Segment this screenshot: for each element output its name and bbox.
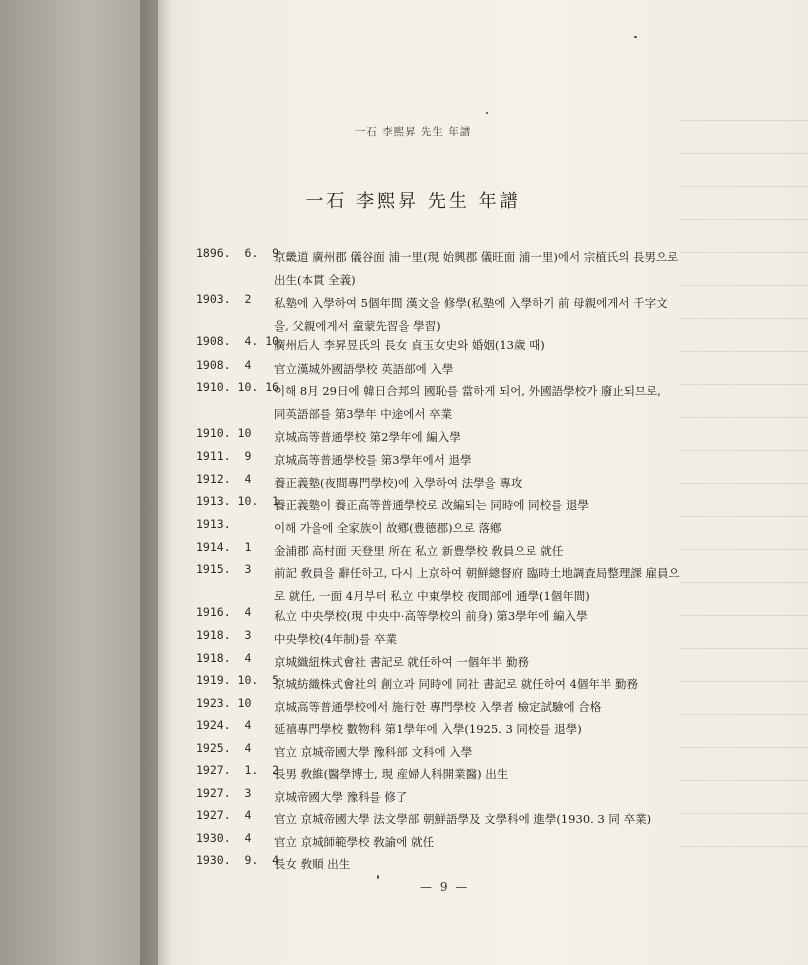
paper-speck bbox=[634, 36, 637, 38]
entry-line: 京城高等普通學校를 第3學年에서 退學 bbox=[274, 453, 472, 467]
entry-text bbox=[274, 334, 734, 357]
entry-date: 1903. 2 bbox=[196, 292, 252, 306]
paper-speck bbox=[377, 875, 379, 879]
entry-date: 1930. 4 bbox=[196, 831, 252, 845]
entry-line: 官立 京城師範學校 敎諭에 就任 bbox=[274, 835, 435, 849]
entry-date: 1918. 3 bbox=[196, 628, 252, 642]
entry-line: 私立 中央學校(現 中央中·高等學校의 前身) 第3學年에 編入學 bbox=[274, 609, 588, 623]
entry-text bbox=[274, 246, 734, 292]
entry-date: 1925. 4 bbox=[196, 741, 252, 755]
entry-line: 로 就任, 一面 4月부터 私立 中東學校 夜間部에 通學(1個年間) bbox=[274, 589, 590, 603]
running-header: 一石 李熙昇 先生 年譜 bbox=[354, 126, 472, 138]
entry-date: 1918. 4 bbox=[196, 651, 252, 665]
entry-text bbox=[274, 472, 734, 495]
entry-date: 1927. 3 bbox=[196, 786, 252, 800]
entry-date: 1914. 1 bbox=[196, 540, 252, 554]
entry-date: 1912. 4 bbox=[196, 472, 252, 486]
entry-date: 1927. 4 bbox=[196, 808, 252, 822]
entry-line: 이해 가을에 全家族이 故鄕(豊德郡)으로 落鄕 bbox=[274, 521, 502, 535]
entry-text bbox=[274, 380, 734, 426]
entry-line: 養正義塾이 養正高等普通學校로 改編되는 同時에 同校를 退學 bbox=[274, 498, 589, 512]
entry-text bbox=[274, 494, 734, 517]
entry-line: 을, 父親에게서 童蒙先習을 學習) bbox=[274, 319, 441, 333]
entry-text bbox=[274, 673, 734, 696]
entry-line: 前記 敎員을 辭任하고, 다시 上京하여 朝鮮總督府 臨時土地調査局整理課 雇員으 bbox=[274, 566, 680, 580]
entry-date: 1896. 6. 9 bbox=[196, 246, 280, 260]
entry-line: 出生(本貫 全義) bbox=[274, 273, 356, 287]
entry-date: 1911. 9 bbox=[196, 449, 252, 463]
entry-date: 1919. 10. 5 bbox=[196, 673, 280, 687]
entry-date: 1910. 10. 16 bbox=[196, 380, 280, 394]
entry-line: 金浦郡 高村面 天登里 所在 私立 新豊學校 敎員으로 就任 bbox=[274, 544, 564, 558]
entry-text bbox=[274, 763, 734, 786]
entry-date: 1910. 10 bbox=[196, 426, 252, 440]
entry-line: 이해 8月 29日에 韓日合邦의 國恥를 當하게 되어, 外國語學校가 廢止되므로, bbox=[274, 384, 661, 398]
entry-text bbox=[274, 786, 734, 809]
entry-date: 1913. 10. 1 bbox=[196, 494, 280, 508]
entry-text bbox=[274, 831, 734, 854]
entry-line: 京城高等普通學校 第2學年에 編入學 bbox=[274, 430, 461, 444]
entry-line: 京城織紐株式會社 書記로 就任하여 一個年半 勤務 bbox=[274, 655, 529, 669]
entry-text bbox=[274, 562, 734, 608]
entry-text bbox=[274, 426, 734, 449]
entry-text bbox=[274, 628, 734, 651]
entry-text bbox=[274, 853, 734, 876]
entry-line: 長女 敎順 出生 bbox=[274, 857, 351, 871]
book-edge bbox=[0, 0, 160, 965]
entry-date: 1927. 1. 2 bbox=[196, 763, 280, 777]
entry-text bbox=[274, 358, 734, 381]
entry-line: 同英語部를 第3學年 中途에서 卒業 bbox=[274, 407, 453, 421]
entry-date: 1916. 4 bbox=[196, 605, 252, 619]
entry-line: 京城紡織株式會社의 創立과 同時에 同社 書記로 就任하여 4個年半 勤務 bbox=[274, 677, 639, 691]
entry-date: 1923. 10 bbox=[196, 696, 252, 710]
entry-text bbox=[274, 718, 734, 741]
book-spine-shadow bbox=[140, 0, 172, 965]
entry-date: 1913. bbox=[196, 517, 231, 531]
entry-text bbox=[274, 696, 734, 719]
paper-speck bbox=[486, 112, 488, 114]
entry-line: 延禧專門學校 數物科 第1學年에 入學(1925. 3 同校를 退學) bbox=[274, 722, 582, 736]
entry-date: 1915. 3 bbox=[196, 562, 252, 576]
entry-text bbox=[274, 449, 734, 472]
entry-date: 1908. 4. 10 bbox=[196, 334, 280, 348]
entry-text bbox=[274, 540, 734, 563]
entry-line: 官立漢城外國語學校 英語部에 入學 bbox=[274, 362, 454, 376]
page-title: 一石 李熙昇 先生 年譜 bbox=[305, 191, 521, 212]
entry-line: 官立 京城帝國大學 豫科部 文科에 入學 bbox=[274, 745, 473, 759]
entry-text bbox=[274, 517, 734, 540]
entry-text bbox=[274, 651, 734, 674]
entry-text bbox=[274, 605, 734, 628]
entry-line: 廣州后人 李昇昱氏의 長女 貞玉女史와 婚姻(13歲 때) bbox=[274, 338, 545, 352]
entry-date: 1930. 9. 4 bbox=[196, 853, 280, 867]
entry-date: 1924. 4 bbox=[196, 718, 252, 732]
entry-line: 養正義塾(夜間專門學校)에 入學하여 法學을 專攻 bbox=[274, 476, 523, 490]
entry-line: 京城帝國大學 豫科를 修了 bbox=[274, 790, 408, 804]
page-number: — 9 — bbox=[420, 880, 470, 894]
entry-line: 官立 京城帝國大學 法文學部 朝鮮語學及 文學科에 進學(1930. 3 同 卒業) bbox=[274, 812, 652, 826]
entry-date: 1908. 4 bbox=[196, 358, 252, 372]
entry-line: 中央學校(4年制)를 卒業 bbox=[274, 632, 398, 646]
entry-line: 私塾에 入學하여 5個年間 漢文을 修學(私塾에 入學하기 前 母親에게서 千字文 bbox=[274, 296, 668, 310]
entry-line: 長男 敎維(醫學博士, 現 産婦人科開業醫) 出生 bbox=[274, 767, 509, 781]
entry-text bbox=[274, 741, 734, 764]
entry-line: 京畿道 廣州郡 儀谷面 浦一里(現 始興郡 儀旺面 浦一里)에서 宗植氏의 長男으로 bbox=[274, 250, 679, 264]
entry-text bbox=[274, 292, 734, 338]
entry-line: 京城高等普通學校에서 施行한 專門學校 入學者 檢定試驗에 合格 bbox=[274, 700, 602, 714]
entry-text bbox=[274, 808, 734, 831]
